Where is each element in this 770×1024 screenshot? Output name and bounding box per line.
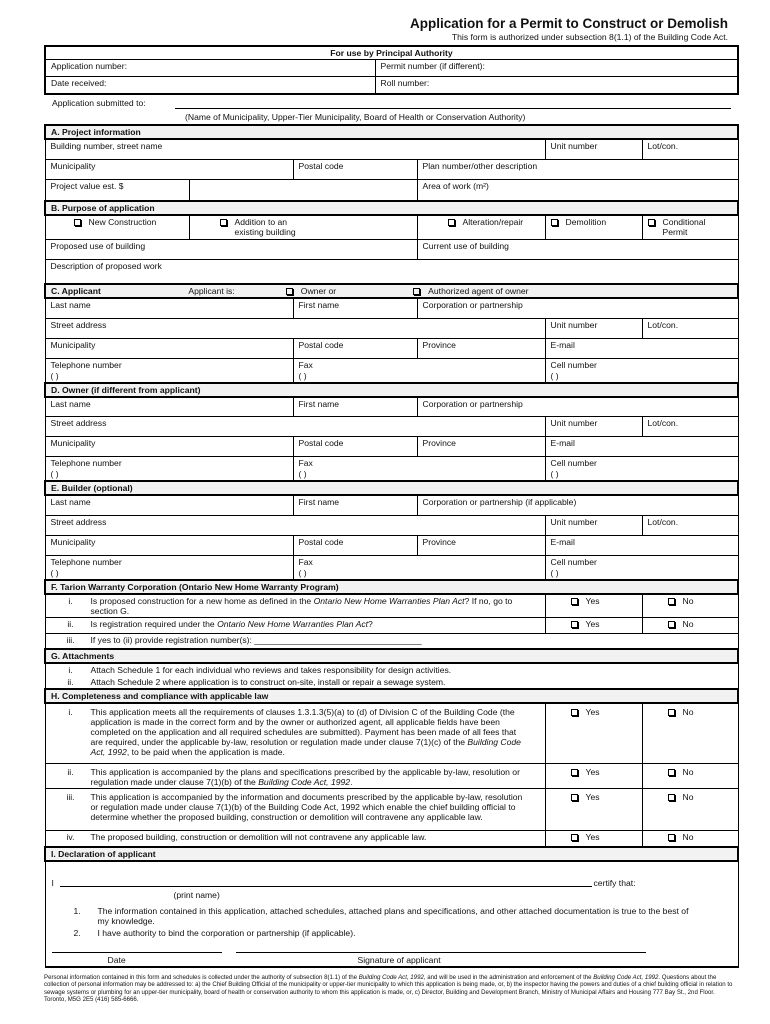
h-iv-no[interactable] [642,830,738,847]
f-i-no-label: No [682,595,694,606]
permit-number-field[interactable] [375,60,738,77]
form-subtitle: This form is authorized under subsection 8(1.1) of the Building Code Act. [451,32,728,42]
f-ii-no[interactable] [642,617,738,633]
project-value-label: Project value est. $ [45,179,189,201]
f-ii-yes-label: Yes [585,618,600,629]
h-ii-text-b: . [350,776,353,787]
checkbox-icon[interactable] [220,219,227,226]
f-ii-text-ital: Ontario New Home Warranties Plan Act [217,618,369,629]
c-unit-label: Unit number [550,319,598,330]
h-item-iv [45,830,545,847]
h-iii-no-label: No [682,791,694,802]
d-fax-field[interactable] [293,457,545,482]
c-last-name-label: Last name [50,300,91,310]
d-municipality-field[interactable] [45,437,293,457]
d-corp-label: Corporation or partnership [422,398,523,409]
e-corp-field[interactable] [417,495,738,515]
section-i-title: I. Declaration of applicant [45,847,738,861]
g-item-i [45,663,738,676]
d-municipality-label: Municipality [50,438,96,448]
e-email-field[interactable] [545,535,738,555]
c-phone-label: Telephone number [50,359,122,370]
date-received-field[interactable] [45,77,375,94]
checkbox-icon[interactable] [668,598,675,605]
declaration-i-label: I [51,878,54,888]
e-first-name-field[interactable] [293,495,417,515]
e-fax-label: Fax [298,556,313,567]
submitted-to-label: Application submitted to: [52,98,146,108]
description-label: Description of proposed work [50,260,162,271]
checkbox-icon[interactable] [448,219,455,226]
section-f-title: F. Tarion Warranty Corporation (Ontario New Home Warranty Program) [45,580,738,594]
h-i-yes-label: Yes [585,707,600,717]
plan-number-field[interactable] [417,159,738,179]
c-municipality-label: Municipality [50,339,96,350]
c-unit-field[interactable] [545,318,642,338]
footer-text-c: . Questions about the collection of personal information may be addressed to: a) the Chief Building Official of the municipality or upper-tier municipality to which this application is being made, or, b) the inspector having the powers and duties of a chief building official in relation to sewage systems or plumbing for an upper-tier municipality, board of health or conservation authority to whom this application is made, or, c) Director, Building and Development Branch, Ministry of Municipal Affairs and Housing 777 Bay St., 2nd Floor. Toronto, M5G 2E5 (416) 585-6666. [44,974,733,1004]
f-ii-text-b: ? [368,618,373,629]
proposed-use-field[interactable] [45,239,417,259]
c-municipality-field[interactable] [45,338,293,358]
footer-ital-1: Building Code Act, 1992 [358,974,424,981]
lot-con-field[interactable] [642,139,738,159]
h-iii-num: iii. [66,791,75,802]
checkbox-icon[interactable] [668,769,675,776]
d-email-label: E-mail [550,438,575,448]
e-last-name-label: Last name [50,497,91,507]
owner-label: Owner or [300,286,337,296]
h-iii-yes[interactable] [545,788,642,830]
e-email-label: E-mail [550,536,575,547]
h-iv-text: The proposed building, construction or demolition will not contravene any applicable law. [90,831,427,842]
project-value-input[interactable] [189,179,417,201]
privacy-notice [44,974,737,1004]
h-iii-text: This application is accompanied by the information and documents prescribed by the applicable by-law, resolution or regulation made under clause 7(1)(b) of the Building Code Act, 1992 which enable the chief building official to determine whether the proposed building, construction or demolition will contravene any applicable law. [90,791,523,822]
e-province-field[interactable] [417,535,545,555]
new-construction-label: New Construction [88,217,157,227]
h-iv-num: iv. [66,831,75,842]
item2-num: 2. [73,928,81,938]
c-cell-label: Cell number [550,359,597,370]
date-label: Date [107,955,126,965]
d-fax-label: Fax [298,458,313,468]
h-ii-no[interactable] [642,763,738,788]
submitted-to-input[interactable] [175,108,731,109]
h-i-yes[interactable] [545,703,642,763]
d-lot-label: Lot/con. [647,418,679,428]
authority-heading: For use by Principal Authority [45,46,738,60]
e-first-name-label: First name [298,497,340,507]
footer-ital-2: Building Code Act, 1992 [593,974,659,981]
d-street-label: Street address [50,418,107,428]
h-i-text-a: This application meets all the requirements of clauses 1.3.1.3(5)(a) to (d) of Division C of the Building Code (the application is made in the correct form and by the owner or authorized agent, all applicable fields have been completed on the application and all required schedules are submitted). Payment has been made of all fees that are required, under the applicable by-law, resolution or regulation made under clause 7(1)(c) of the [90,707,517,747]
section-c-title [45,284,738,298]
declaration-box [45,861,738,967]
h-ii-num: ii. [67,766,74,777]
f-i-text-a: Is proposed construction for a new home as defined in the [90,595,314,606]
d-postal-field[interactable] [293,437,417,457]
d-phone-label: Telephone number [50,458,122,468]
f-i-text-ital: Ontario New Home Warranties Plan Act [313,595,465,606]
g-i-text: Attach Schedule 1 for each individual who reviews and takes responsibility for design activities. [90,665,452,675]
e-province-label: Province [422,536,456,547]
demolition-label: Demolition [565,217,607,227]
d-street-field[interactable] [45,417,545,437]
certify-label: certify that: [593,878,636,888]
e-postal-field[interactable] [293,535,417,555]
c-last-name-field[interactable] [45,298,293,318]
checkbox-icon[interactable] [74,219,81,226]
c-postal-field[interactable] [293,338,417,358]
unit-number-label: Unit number [550,141,598,151]
c-fax-label: Fax [298,359,313,370]
d-unit-field[interactable] [545,417,642,437]
checkbox-icon[interactable] [571,769,578,776]
h-i-text-ital: Building Code Act, 1992 [90,737,521,757]
c-phone-parens: ( ) [50,370,59,381]
f-i-num: i. [68,595,73,606]
applicant-is-label: Applicant is: [188,286,235,296]
c-street-label: Street address [50,319,107,330]
c-lot-label: Lot/con. [647,319,679,330]
area-of-work-field[interactable] [417,179,738,201]
e-fax-field[interactable] [293,555,545,580]
e-unit-label: Unit number [550,516,598,527]
e-cell-label: Cell number [550,556,597,567]
c-phone-field[interactable] [45,358,293,383]
checkbox-icon[interactable] [648,219,655,226]
h-ii-no-label: No [682,766,694,777]
item1-text: The information contained in this application, attached schedules, attached plans and specifications, and other attached documentation is true to the best of my knowledge. [97,906,689,926]
e-phone-parens: ( ) [50,567,59,578]
c-cell-field[interactable] [545,358,738,383]
checkbox-icon[interactable] [286,288,293,295]
e-street-field[interactable] [45,515,545,535]
area-of-work-label: Area of work (m²) [422,180,489,191]
g-ii-text: Attach Schedule 2 where application is to construct on-site, install or repair a sewage system. [90,677,446,687]
d-last-name-field[interactable] [45,397,293,417]
h-iii-yes-label: Yes [585,791,600,802]
d-cell-field[interactable] [545,457,738,482]
d-first-name-field[interactable] [293,397,417,417]
roll-number-label: Roll number: [380,78,430,88]
section-c-heading: C. Applicant [51,286,101,296]
d-lot-field[interactable] [642,417,738,437]
municipality-field[interactable] [45,159,293,179]
application-number-field[interactable] [45,60,375,77]
c-province-label: Province [422,339,456,350]
roll-number-field[interactable] [375,77,738,94]
section-e-title: E. Builder (optional) [45,481,738,495]
section-b-title: B. Purpose of application [45,201,738,215]
f-iii-num: iii. [66,634,75,645]
form-title: Application for a Permit to Construct or Demolish [409,16,728,31]
h-iv-no-label: No [682,831,694,842]
c-corp-label: Corporation or partnership [422,300,523,310]
demolition-option[interactable] [545,215,642,239]
h-iii-no[interactable] [642,788,738,830]
c-corp-field[interactable] [417,298,738,318]
signature-input[interactable] [236,952,646,953]
section-h-title: H. Completeness and compliance with applicable law [45,689,738,703]
plan-number-label: Plan number/other description [422,160,538,171]
footer-text-a: Personal information contained in this form and schedules is collected under the authority of subsection 8(1.1) of the [44,974,359,981]
e-municipality-field[interactable] [45,535,293,555]
section-a-title: A. Project information [45,125,738,139]
item1-num: 1. [73,906,81,916]
e-postal-label: Postal code [298,536,344,547]
checkbox-icon[interactable] [571,709,578,716]
c-street-field[interactable] [45,318,545,338]
h-iv-yes-label: Yes [585,831,600,842]
g-i-num: i. [68,665,73,675]
date-input[interactable] [52,952,222,953]
c-fax-parens: ( ) [298,370,307,381]
unit-number-field[interactable] [545,139,642,159]
h-ii-yes-label: Yes [585,766,600,777]
c-first-name-field[interactable] [293,298,417,318]
submitted-to-hint: (Name of Municipality, Upper-Tier Municipality, Board of Health or Conservation Authority) [185,112,526,122]
d-fax-parens: ( ) [298,469,307,479]
main-form [44,124,739,968]
d-unit-label: Unit number [550,418,598,428]
building-street-label: Building number, street name [50,141,163,151]
postal-code-field[interactable] [293,159,417,179]
checkbox-icon[interactable] [571,598,578,605]
f-ii-num: ii. [67,618,74,629]
print-name-input[interactable] [60,886,592,887]
agent-label: Authorized agent of owner [428,286,529,296]
f-question-i [45,594,545,618]
municipality-label: Municipality [50,160,96,171]
lot-con-label: Lot/con. [647,141,679,151]
e-cell-field[interactable] [545,555,738,580]
section-g-title: G. Attachments [45,649,738,663]
f-i-yes[interactable] [545,594,642,618]
h-i-no-label: No [682,707,694,717]
d-first-name-label: First name [298,398,340,409]
conditional-label: Conditional Permit [662,217,706,237]
checkbox-icon[interactable] [668,794,675,801]
d-corp-field[interactable] [417,397,738,417]
e-municipality-label: Municipality [50,536,96,547]
c-postal-label: Postal code [298,339,344,350]
h-item-i [45,703,545,763]
h-iv-yes[interactable] [545,830,642,847]
d-cell-parens: ( ) [550,469,559,479]
checkbox-icon[interactable] [551,219,558,226]
g-ii-num: ii. [67,677,74,687]
description-field[interactable] [45,259,738,284]
d-phone-field[interactable] [45,457,293,482]
h-item-ii [45,763,545,788]
current-use-label: Current use of building [422,240,509,251]
c-fax-field[interactable] [293,358,545,383]
e-cell-parens: ( ) [550,567,559,578]
f-question-ii [45,617,545,633]
d-postal-label: Postal code [298,438,344,448]
addition-label: Addition to an existing building [234,217,296,237]
print-name-label: (print name) [173,890,220,900]
alteration-option[interactable] [417,215,545,239]
section-d-title: D. Owner (if different from applicant) [45,383,738,397]
proposed-use-label: Proposed use of building [50,240,146,251]
f-iii-text: If yes to (ii) provide registration number(s): ___________________________________ [90,634,422,645]
permit-number-label: Permit number (if different): [380,61,485,71]
item2-text: I have authority to bind the corporation or partnership (if applicable). [97,928,356,938]
building-street-field[interactable] [45,139,545,159]
e-last-name-field[interactable] [45,495,293,515]
h-i-no[interactable] [642,703,738,763]
authority-box [44,45,739,95]
c-cell-parens: ( ) [550,370,559,381]
e-lot-field[interactable] [642,515,738,535]
d-phone-parens: ( ) [50,469,59,479]
postal-code-label: Postal code [298,160,344,171]
checkbox-icon[interactable] [571,834,578,841]
date-received-label: Date received: [51,78,107,88]
alteration-label: Alteration/repair [462,217,524,227]
footer-text-b: , and will be used in the administration and enforcement of the [423,974,594,981]
e-lot-label: Lot/con. [647,516,679,527]
d-province-field[interactable] [417,437,545,457]
signature-label: Signature of applicant [357,955,441,965]
f-i-yes-label: Yes [585,595,600,606]
f-i-text-b: ? If no, go to section G. [90,595,513,616]
f-ii-yes[interactable] [545,617,642,633]
e-corp-label: Corporation or partnership (if applicable) [422,497,577,507]
f-question-iii[interactable] [45,633,738,649]
h-i-num: i. [68,707,73,717]
current-use-field[interactable] [417,239,738,259]
conditional-option[interactable] [642,215,738,239]
h-ii-yes[interactable] [545,763,642,788]
c-email-field[interactable] [545,338,738,358]
f-ii-text-a: Is registration required under the [90,618,218,629]
c-province-field[interactable] [417,338,545,358]
g-item-ii [45,676,738,689]
h-ii-text-a: This application is accompanied by the plans and specifications prescribed by the applicable by-law, resolution or regulation made under clause 7(1)(b) of the [90,766,520,787]
d-province-label: Province [422,438,456,448]
d-cell-label: Cell number [550,458,597,468]
checkbox-icon[interactable] [668,834,675,841]
e-phone-field[interactable] [45,555,293,580]
checkbox-icon[interactable] [571,794,578,801]
h-ii-text-ital: Building Code Act, 1992 [258,776,351,787]
checkbox-icon[interactable] [571,621,578,628]
e-phone-label: Telephone number [50,556,122,567]
checkbox-icon[interactable] [668,621,675,628]
c-lot-field[interactable] [642,318,738,338]
e-street-label: Street address [50,516,107,527]
d-email-field[interactable] [545,437,738,457]
f-ii-no-label: No [682,618,694,629]
c-email-label: E-mail [550,339,575,350]
addition-option[interactable] [189,215,417,239]
application-number-label: Application number: [51,61,127,71]
d-last-name-label: Last name [50,398,91,409]
checkbox-icon[interactable] [668,709,675,716]
h-i-text-b: , to be paid when the application is made. [126,747,285,757]
c-first-name-label: First name [298,300,340,310]
h-item-iii [45,788,545,830]
f-i-no[interactable] [642,594,738,618]
e-fax-parens: ( ) [298,567,307,578]
new-construction-option[interactable] [45,215,189,239]
e-unit-field[interactable] [545,515,642,535]
checkbox-icon[interactable] [413,288,420,295]
